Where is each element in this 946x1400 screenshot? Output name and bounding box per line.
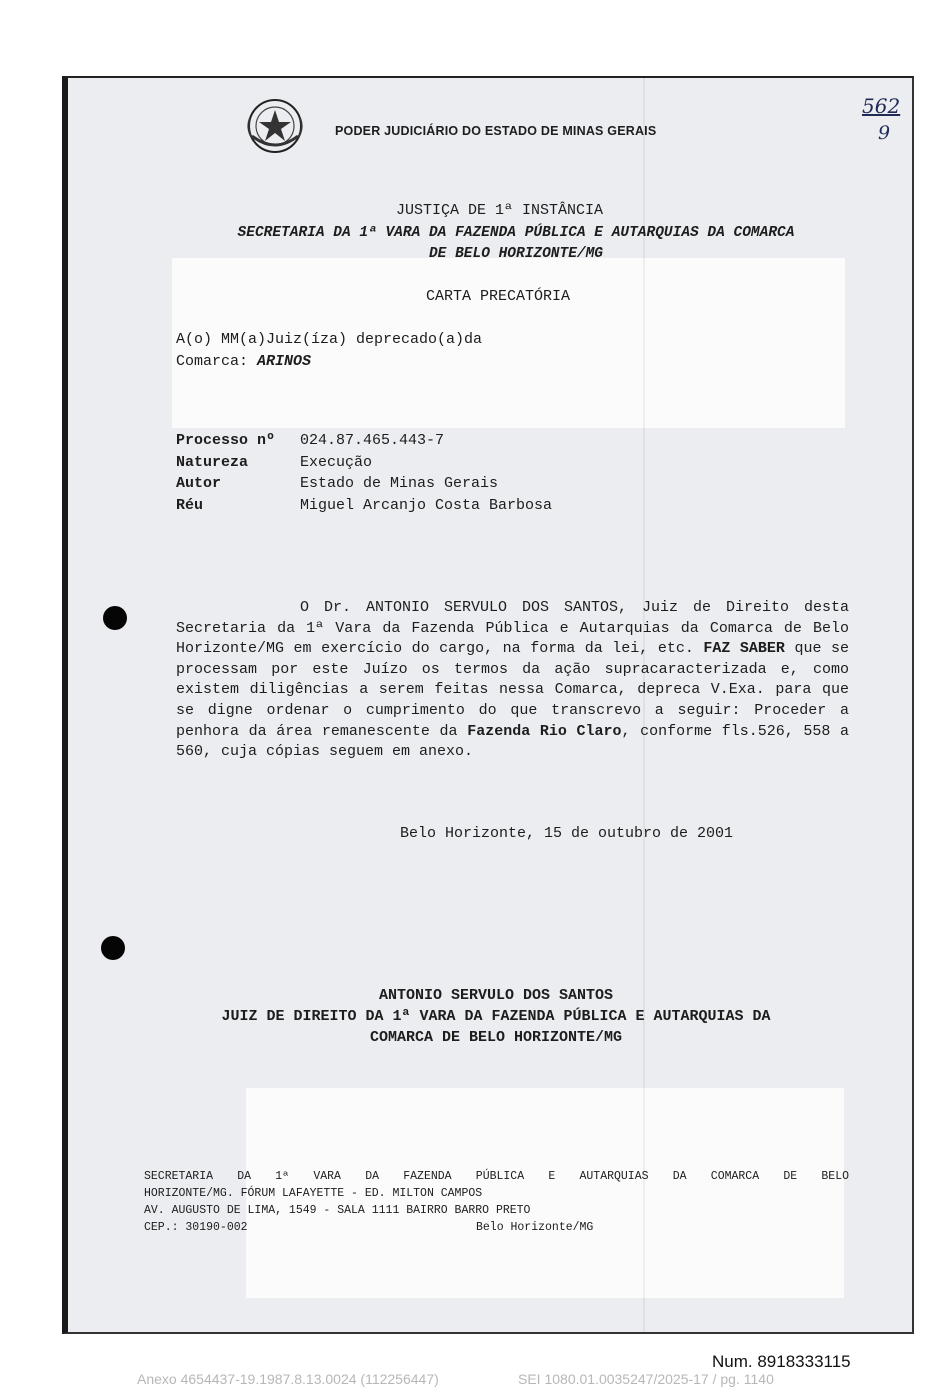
- document-number-stamp: Num. 8918333115: [712, 1352, 851, 1371]
- page-mark-top: 562: [862, 94, 901, 118]
- case-field-label: Processo nº: [176, 432, 276, 449]
- case-field-value: 024.87.465.443-7: [300, 432, 445, 449]
- body-text-3: , conforme fls.526, 558 a 560, cuja cópias seguem em anexo.: [176, 722, 849, 761]
- case-fields: [176, 430, 552, 516]
- footer-city: Belo Horizonte/MG: [476, 1221, 594, 1234]
- signature-title-1: JUIZ DE DIREITO DA 1ª VARA DA FAZENDA PÚBLICA E AUTARQUIAS DA: [221, 1008, 771, 1025]
- footer-line-4: [144, 1219, 849, 1236]
- signature-block: [176, 985, 816, 1048]
- court-line-1: JUSTIÇA DE 1ª INSTÂNCIA: [396, 202, 604, 219]
- addressee-line: A(o) MM(a)Juiz(íza) deprecado(a)da: [176, 331, 483, 348]
- date-line: Belo Horizonte, 15 de outubro de 2001: [400, 825, 734, 842]
- signature-title-2: COMARCA DE BELO HORIZONTE/MG: [369, 1029, 623, 1046]
- case-field-label: Autor: [176, 475, 222, 492]
- anexo-stamp: Anexo 4654437-19.1987.8.13.0024 (112256447): [137, 1371, 439, 1387]
- case-field-row: [176, 430, 552, 452]
- case-field-label: Réu: [176, 496, 204, 514]
- case-field-value: Miguel Arcanjo Costa Barbosa: [300, 496, 553, 514]
- body-bold-faz-saber: FAZ SABER: [703, 640, 785, 658]
- case-field-value: Estado de Minas Gerais: [300, 475, 499, 492]
- body-bold-fazenda: Fazenda Rio Claro: [467, 722, 622, 740]
- case-field-value: Execução: [300, 453, 373, 471]
- court-line-2-text: SECRETARIA DA 1ª VARA DA FAZENDA PÚBLICA E AUTARQUIAS DA COMARCA: [237, 225, 795, 241]
- comarca-label: Comarca:: [176, 352, 249, 370]
- footer-line-1: SECRETARIA DA 1ª VARA DA FAZENDA PÚBLICA E AUTARQUIAS DA COMARCA DE BELO: [144, 1170, 849, 1183]
- court-line-3-text: DE BELO HORIZONTE/MG: [428, 246, 604, 262]
- case-field-row: [176, 452, 552, 474]
- footer-line-2: HORIZONTE/MG. FÓRUM LAFAYETTE - ED. MILTON CAMPOS: [144, 1187, 483, 1200]
- body-text-2: que se processam por este Juízo os termos da ação supracaracterizada e, como existem diligências a serem feitas nessa Comarca, depreca V.Exa. para que se digne ordenar o cumprimento do que transcrevo a seguir: Proceder a penhora da área remanescente da: [176, 640, 849, 740]
- addressee: [176, 329, 482, 372]
- header-org: PODER JUDICIÁRIO DO ESTADO DE MINAS GERAIS: [335, 124, 657, 138]
- document-title: CARTA PRECATÓRIA: [426, 288, 571, 305]
- case-field-row: [176, 495, 552, 517]
- court-line-2: [178, 223, 854, 265]
- page-mark-bottom: 9: [878, 122, 891, 144]
- body-paragraph: [176, 598, 849, 763]
- footer-line-3: AV. AUGUSTO DE LIMA, 1549 - SALA 1111 BAIRRO BARRO PRETO: [144, 1204, 531, 1217]
- case-field-row: [176, 473, 552, 495]
- signature-name: ANTONIO SERVULO DOS SANTOS: [378, 987, 614, 1004]
- body-text-1: O Dr. ANTONIO SERVULO DOS SANTOS, Juiz de Direito desta Secretaria da 1ª Vara da Fazenda Pública e Autarquias da Comarca de Belo Horizonte/MG em exercício do cargo, na forma da lei, etc.: [176, 599, 849, 658]
- sei-stamp: SEI 1080.01.0035247/2025-17 / pg. 1140: [518, 1371, 774, 1387]
- comarca-value: ARINOS: [257, 352, 312, 370]
- footer-address: [144, 1168, 849, 1236]
- footer-cep: CEP.: 30190-002: [144, 1221, 248, 1234]
- comarca-line: [176, 351, 482, 373]
- coat-of-arms-seal: [244, 96, 306, 156]
- case-field-label: Natureza: [176, 453, 249, 471]
- punch-hole-bottom: [101, 936, 125, 960]
- punch-hole-top: [103, 606, 127, 630]
